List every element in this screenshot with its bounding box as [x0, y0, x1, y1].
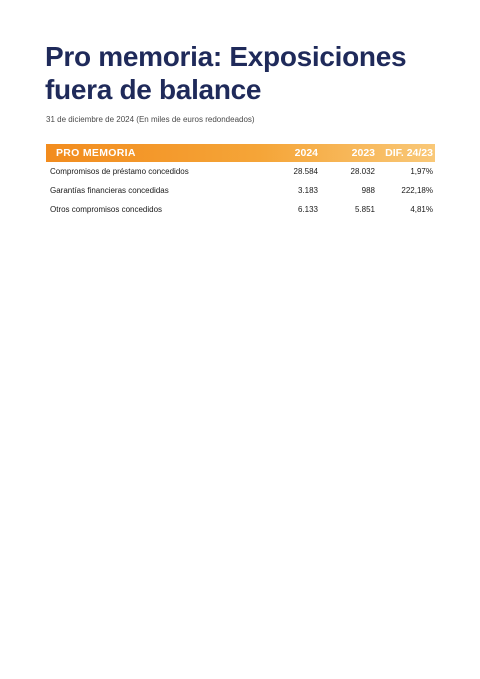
row-value-diff: 1,97%	[410, 167, 433, 176]
table-row	[46, 162, 435, 181]
header-col-diff: DIF. 24/23	[385, 147, 433, 159]
table-header	[46, 144, 435, 162]
header-label: PRO MEMORIA	[56, 147, 136, 159]
page-subtitle: 31 de diciembre de 2024 (En miles de euros redondeados)	[46, 115, 255, 124]
row-value-2023: 28.032	[350, 167, 375, 176]
row-value-diff: 222,18%	[401, 186, 433, 195]
row-value-2024: 28.584	[293, 167, 318, 176]
row-label: Garantías financieras concedidas	[50, 186, 169, 195]
row-value-diff: 4,81%	[410, 205, 433, 214]
row-value-2023: 5.851	[354, 205, 375, 214]
table-body	[46, 162, 435, 219]
header-col-2024: 2024	[294, 147, 318, 159]
row-label: Otros compromisos concedidos	[50, 205, 163, 214]
table-row	[46, 200, 435, 219]
row-value-2024: 6.133	[297, 205, 318, 214]
table-row	[46, 181, 435, 200]
row-value-2023: 988	[361, 186, 375, 195]
row-value-2024: 3.183	[297, 186, 318, 195]
header-col-2023: 2023	[351, 147, 375, 159]
page-title: Pro memoria: Exposiciones fuera de balance	[45, 41, 407, 105]
row-label: Compromisos de préstamo concedidos	[50, 167, 189, 176]
